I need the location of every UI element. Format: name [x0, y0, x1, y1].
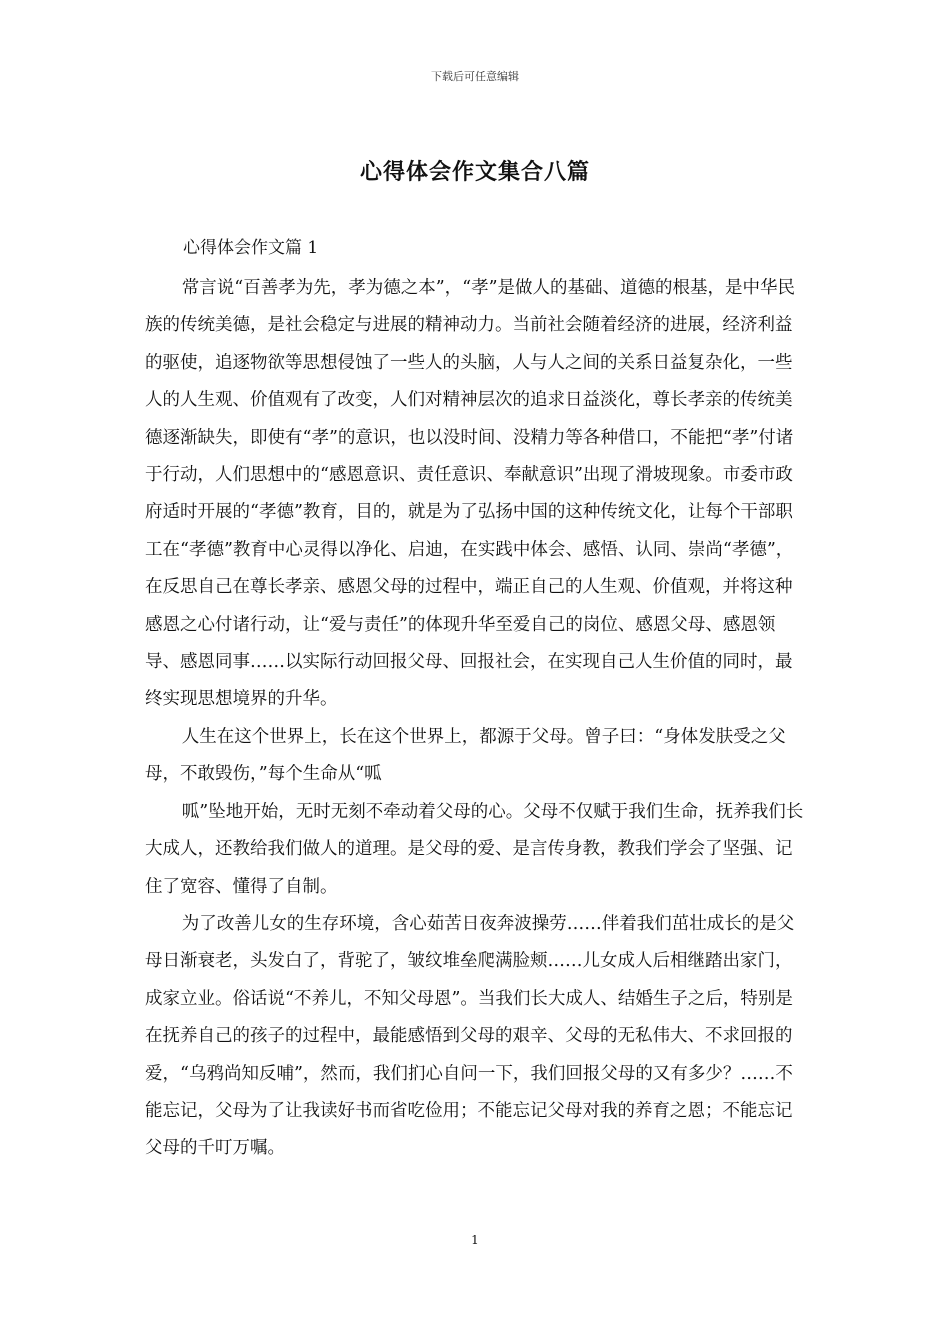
body-paragraph: 呱”坠地开始，无时无刻不牵动着父母的心。父母不仅赋于我们生命，抚养我们长大成人，还教给我们做人的道理。是父母的爱、是言传身教，教我们学会了坚强、记住了宽容、懂得了自制。 [145, 801, 804, 897]
section-heading: 心得体会作文篇 1 [183, 238, 319, 258]
body-paragraph: 常言说“百善孝为先，孝为德之本”，“孝”是做人的基础、道德的根基，是中华民族的传统美德，是社会稳定与进展的精神动力。当前社会随着经济的进展，经济利益的驱使，追逐物欲等思想侵蚀了一些人的头脑，人与人之间的关系日益复杂化，一些人的人生观、价值观有了改变，人们对精神层次的追求日益淡化，尊长孝亲的传统美德逐渐缺失，即使有“孝”的意识，也以没时间、没精力等各种借口，不能把“孝”付诸于行动，人们思想中的“感恩意识、责任意识、奉献意识”出现了滑坡现象。市委市政府适时开展的“孝德”教育，目的，就是为了弘扬中国的这种传统文化，让每个干部职工在“孝德”教育中心灵得以净化、启迪，在实践中体会、感悟、认同、崇尚“孝德”，在反思自己在尊长孝亲、感恩父母的过程中，端正自己的人生观、价值观，并将这种感恩之心付诸行动，让“爱与责任”的体现升华至爱自己的岗位、感恩父母、感恩领导、感恩同事……以实际行动回报父母、回报社会，在实现自己人生价值的同时，最终实现思想境界的升华。 [145, 278, 796, 710]
document-title: 心得体会作文集合八篇 [359, 159, 590, 185]
body-paragraph: 人生在这个世界上，长在这个世界上，都源于父母。曾子曰：“身体发肤受之父母，不敢毁伤，”每个生命从“呱 [145, 726, 786, 785]
document-body [145, 270, 805, 1168]
body-paragraph: 为了改善儿女的生存环境，含心茹苦日夜奔波操劳……伴着我们茁壮成长的是父母日渐衰老，头发白了，背驼了，皱纹堆垒爬满脸颊……儿女成人后相继踏出家门，成家立业。俗话说“不养儿，不知父母恩”。当我们长大成人、结婚生子之后，特别是在抚养自己的孩子的过程中，最能感悟到父母的艰辛、父母的无私伟大、不求回报的爱，“乌鸦尚知反哺”，然而，我们扪心自问一下，我们回报父母的又有多少？……不能忘记，父母为了让我读好书而省吃俭用；不能忘记父母对我的养育之恩；不能忘记父母的千叮万嘱。 [145, 913, 795, 1159]
page-number: 1 [471, 1233, 479, 1247]
header-note: 下载后可任意编辑 [431, 70, 519, 83]
